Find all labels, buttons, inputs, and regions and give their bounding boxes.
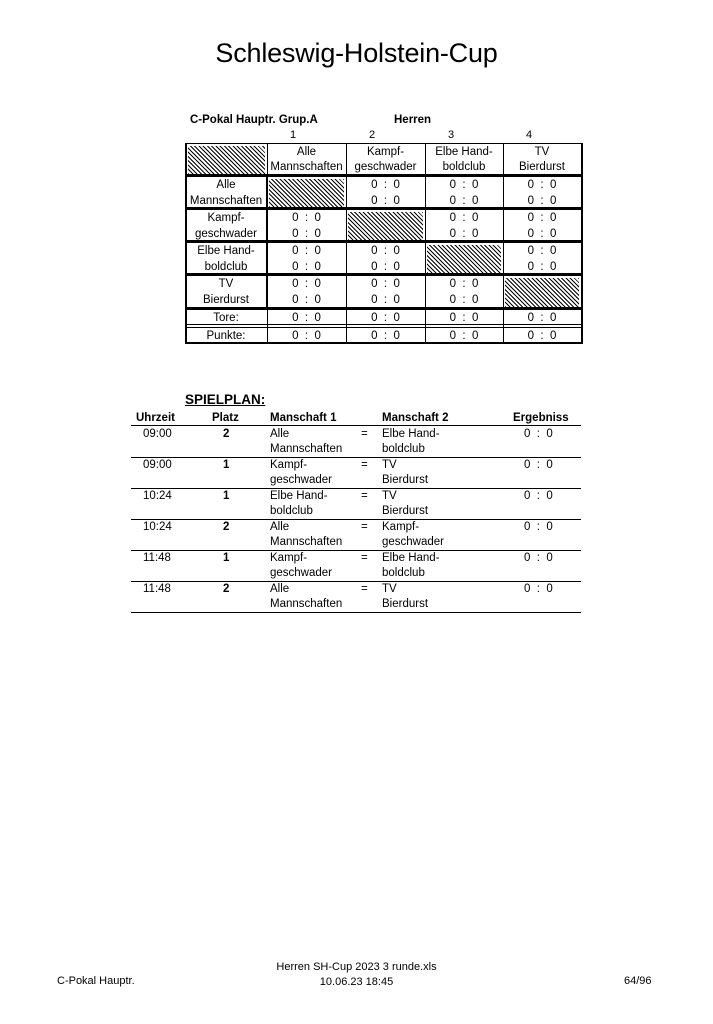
schedule-separator: = xyxy=(361,521,368,533)
matrix-score: 0 : 0 xyxy=(371,294,400,306)
matrix-score: 0 : 0 xyxy=(371,179,400,191)
matrix-col-header: Elbe Hand- xyxy=(435,146,493,158)
schedule-separator: = xyxy=(361,428,368,440)
schedule-result: 0 : 0 xyxy=(524,552,553,564)
schedule-result: 0 : 0 xyxy=(524,490,553,502)
schedule-team2: Elbe Hand- xyxy=(382,428,440,440)
schedule-team2: boldclub xyxy=(382,567,425,579)
matrix-row-header: Alle xyxy=(216,179,236,191)
schedule-row-rule xyxy=(131,550,581,551)
matrix-score: 0 : 0 xyxy=(292,228,321,240)
schedule-time: 11:48 xyxy=(143,552,171,564)
matrix-row-header: Mannschaften xyxy=(189,195,263,207)
schedule-team2: TV xyxy=(382,490,397,502)
schedule-separator: = xyxy=(361,583,368,595)
schedule-team1: Kampf- xyxy=(270,552,308,564)
matrix-score: 0 : 0 xyxy=(527,228,557,240)
matrix-col-header: TV xyxy=(534,146,550,158)
schedule-time: 10:24 xyxy=(143,521,172,533)
matrix-score: 0 : 0 xyxy=(371,195,400,207)
schedule-result: 0 : 0 xyxy=(524,583,553,595)
matrix-punkte-value: 0 : 0 xyxy=(292,330,321,342)
schedule-time: 11:48 xyxy=(143,583,171,595)
matrix-score: 0 : 0 xyxy=(449,179,479,191)
schedule-team2: TV xyxy=(382,459,397,471)
schedule-result: 0 : 0 xyxy=(524,459,553,471)
schedule-time: 09:00 xyxy=(143,459,172,471)
matrix-score: 0 : 0 xyxy=(527,212,557,224)
schedule-team1: Elbe Hand- xyxy=(270,490,328,502)
schedule-place: 2 xyxy=(223,583,230,595)
matrix-row-header: TV xyxy=(218,278,234,290)
matrix-diagonal-hatch xyxy=(269,179,344,207)
matrix-score: 0 : 0 xyxy=(527,261,557,273)
matrix-score: 0 : 0 xyxy=(292,245,321,257)
schedule-header-rule xyxy=(131,425,581,426)
matrix-score: 0 : 0 xyxy=(371,261,400,273)
matrix-punkte-value: 0 : 0 xyxy=(371,330,400,342)
schedule-team2: Bierdurst xyxy=(382,598,429,610)
schedule-result: 0 : 0 xyxy=(524,428,553,440)
schedule-team1: geschwader xyxy=(270,567,333,579)
matrix-score: 0 : 0 xyxy=(371,245,400,257)
footer-left: C-Pokal Hauptr. xyxy=(57,975,135,987)
matrix-row-header: Elbe Hand- xyxy=(197,245,255,257)
matrix-hline xyxy=(185,143,267,144)
schedule-team2: Bierdurst xyxy=(382,474,429,486)
column-number-3: 3 xyxy=(447,129,455,141)
matrix-score: 0 : 0 xyxy=(449,278,479,290)
matrix-diagonal-hatch xyxy=(427,245,501,273)
matrix-score: 0 : 0 xyxy=(371,278,400,290)
schedule-time: 10:24 xyxy=(143,490,172,502)
schedule-team1: geschwader xyxy=(270,474,333,486)
schedule-team2: boldclub xyxy=(382,443,425,455)
schedule-header-time: Uhrzeit xyxy=(136,412,175,424)
schedule-header-result: Ergebniss xyxy=(513,412,569,424)
matrix-row-header: boldclub xyxy=(204,261,248,273)
matrix-score: 0 : 0 xyxy=(527,245,557,257)
schedule-team2: Kampf- xyxy=(382,521,420,533)
matrix-col-header: boldclub xyxy=(442,161,486,173)
schedule-header-team2: Manschaft 2 xyxy=(382,412,449,424)
matrix-col-header: geschwader xyxy=(354,161,417,173)
schedule-team2: TV xyxy=(382,583,397,595)
schedule-team1: Mannschaften xyxy=(270,443,343,455)
column-number-2: 2 xyxy=(368,129,376,141)
matrix-punkte-value: 0 : 0 xyxy=(527,330,557,342)
group-name: C-Pokal Hauptr. Grup.A xyxy=(190,114,318,126)
matrix-score: 0 : 0 xyxy=(449,212,479,224)
matrix-score: 0 : 0 xyxy=(449,294,479,306)
schedule-row-rule xyxy=(131,457,581,458)
matrix-diagonal-hatch xyxy=(505,278,579,307)
matrix-score: 0 : 0 xyxy=(292,294,321,306)
schedule-header-place: Platz xyxy=(212,412,239,424)
schedule-separator: = xyxy=(361,459,368,471)
schedule-place: 1 xyxy=(223,552,230,564)
footer-page: 64/96 xyxy=(624,975,652,987)
schedule-row-rule xyxy=(131,519,581,520)
matrix-row-header: Bierdurst xyxy=(202,294,250,306)
matrix-col-header: Bierdurst xyxy=(518,161,566,173)
matrix-score: 0 : 0 xyxy=(449,195,479,207)
matrix-corner-hatch xyxy=(188,146,265,174)
schedule-place: 2 xyxy=(223,521,230,533)
schedule-place: 2 xyxy=(223,428,230,440)
schedule-place: 1 xyxy=(223,459,230,471)
schedule-team1: Alle xyxy=(270,428,290,440)
schedule-team2: Elbe Hand- xyxy=(382,552,440,564)
schedule-team1: Kampf- xyxy=(270,459,308,471)
schedule-separator: = xyxy=(361,552,368,564)
matrix-col-header: Alle xyxy=(296,146,317,158)
matrix-row-header: geschwader xyxy=(194,228,257,240)
schedule-time: 09:00 xyxy=(143,428,172,440)
matrix-punkte-value: 0 : 0 xyxy=(449,330,479,342)
matrix-score: 0 : 0 xyxy=(292,212,321,224)
column-number-1: 1 xyxy=(289,129,297,141)
matrix-tore-value: 0 : 0 xyxy=(371,312,400,324)
schedule-team1: Alle xyxy=(270,521,290,533)
matrix-punkte-label: Punkte: xyxy=(206,330,246,342)
matrix-diagonal-hatch xyxy=(348,212,423,240)
footer-file: Herren SH-Cup 2023 3 runde.xls xyxy=(276,961,437,973)
column-number-4: 4 xyxy=(525,129,533,141)
schedule-team2: Bierdurst xyxy=(382,505,429,517)
schedule-team1: Alle xyxy=(270,583,290,595)
schedule-row-rule xyxy=(131,612,581,613)
schedule-team1: boldclub xyxy=(270,505,313,517)
schedule-team1: Mannschaften xyxy=(270,536,343,548)
page-title: Schleswig-Holstein-Cup xyxy=(215,38,498,68)
schedule-title: SPIELPLAN: xyxy=(185,392,266,407)
matrix-tore-value: 0 : 0 xyxy=(292,312,321,324)
matrix-col-header: Kampf- xyxy=(366,146,405,158)
schedule-result: 0 : 0 xyxy=(524,521,553,533)
matrix-tore-value: 0 : 0 xyxy=(449,312,479,324)
footer-datetime: 10.06.23 18:45 xyxy=(319,976,394,988)
matrix-score: 0 : 0 xyxy=(292,278,321,290)
schedule-separator: = xyxy=(361,490,368,502)
schedule-row-rule xyxy=(131,488,581,489)
schedule-header-team1: Manschaft 1 xyxy=(270,412,337,424)
schedule-row-rule xyxy=(131,581,581,582)
matrix-row-header: Kampf- xyxy=(207,212,245,224)
matrix-score: 0 : 0 xyxy=(292,261,321,273)
schedule-team1: Mannschaften xyxy=(270,598,343,610)
group-category: Herren xyxy=(394,114,432,126)
schedule-team2: geschwader xyxy=(382,536,445,548)
matrix-score: 0 : 0 xyxy=(527,179,557,191)
matrix-tore-value: 0 : 0 xyxy=(527,312,557,324)
matrix-tore-label: Tore: xyxy=(213,312,239,324)
matrix-score: 0 : 0 xyxy=(449,228,479,240)
matrix-score: 0 : 0 xyxy=(527,195,557,207)
matrix-col-header: Mannschaften xyxy=(270,161,343,173)
schedule-place: 1 xyxy=(223,490,230,502)
